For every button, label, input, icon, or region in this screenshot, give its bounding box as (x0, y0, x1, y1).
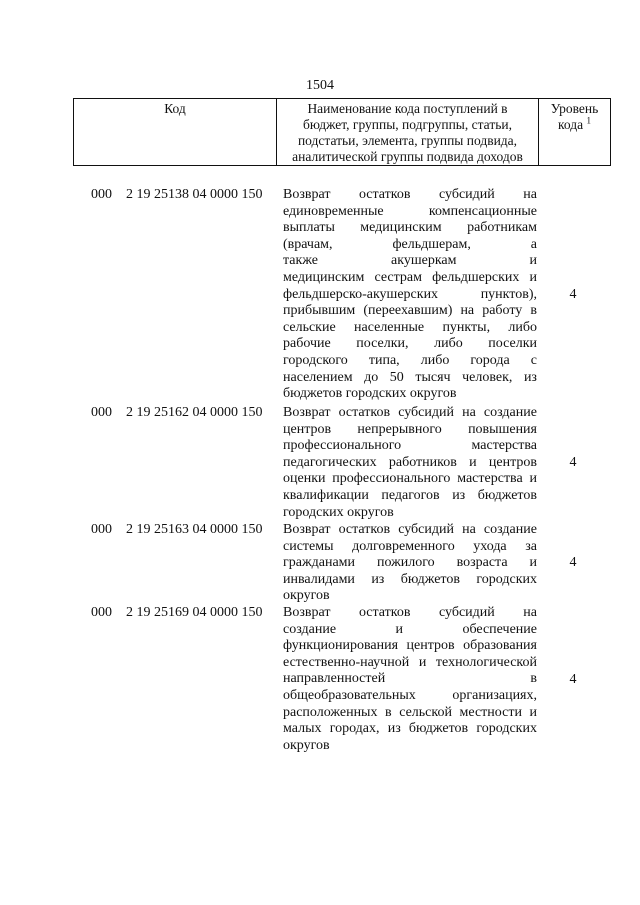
admin-code: 000 (91, 187, 112, 202)
desc-word: из (387, 721, 401, 737)
header-level-line2 (539, 117, 610, 133)
desc-word: медицинским (360, 220, 442, 236)
desc-line (283, 622, 537, 639)
desc-word: (переехавшим) (363, 303, 453, 319)
desc-line: округов (283, 737, 330, 753)
desc-word: на (523, 187, 537, 202)
desc-word: сельские (283, 319, 336, 335)
desc-word: на (462, 405, 476, 420)
desc-word: местности (459, 704, 522, 720)
desc-word: остатков (338, 522, 391, 537)
desc-word: инвалидами (283, 571, 355, 587)
desc-word: образования (463, 638, 537, 654)
table-header (73, 98, 611, 166)
desc-word: мастерства (471, 438, 537, 454)
desc-line (283, 438, 537, 455)
desc-line: городских округов (283, 504, 394, 520)
desc-word: а (530, 236, 537, 252)
desc-line (283, 253, 537, 270)
desc-word: Возврат (283, 405, 331, 420)
level-value: 4 (569, 287, 577, 302)
desc-word: работников (388, 454, 457, 470)
desc-word: за (525, 538, 537, 554)
desc-word: центров (488, 454, 537, 470)
desc-word: субсидий (438, 605, 495, 620)
desc-word: центров (406, 638, 455, 654)
desc-word: повышения (468, 421, 537, 437)
desc-word: технологической (435, 654, 537, 670)
desc-word: либо (434, 336, 463, 352)
desc-line (283, 336, 537, 353)
desc-line (283, 405, 537, 422)
desc-word: бюджетов (400, 571, 460, 587)
desc-word: (врачам, (283, 236, 333, 252)
desc-word: пунктов), (480, 286, 537, 302)
desc-word: работникам (467, 220, 537, 236)
row-description (283, 187, 537, 403)
desc-line (283, 220, 537, 237)
desc-word: либо (420, 352, 450, 368)
desc-word: компенсационные (428, 203, 537, 219)
desc-word: на (460, 303, 475, 319)
desc-word: населенные (354, 319, 425, 335)
desc-line (283, 688, 537, 705)
desc-word: пожилого (376, 555, 435, 571)
desc-line (283, 638, 537, 655)
revenue-code: 2 19 25163 04 0000 150 (126, 522, 263, 537)
desc-word: малых (283, 721, 322, 737)
desc-word: и (395, 621, 403, 637)
desc-word: поселки (488, 336, 537, 352)
desc-word: также (283, 253, 319, 269)
desc-word: либо (508, 319, 537, 335)
desc-line (283, 572, 537, 589)
desc-word: и (529, 269, 537, 285)
desc-word: из (371, 571, 385, 587)
desc-line (283, 721, 537, 738)
revenue-code: 2 19 25138 04 0000 150 (126, 187, 263, 202)
desc-word: городского (283, 352, 348, 368)
desc-word: организациях, (452, 687, 537, 703)
desc-word: педагогических (283, 454, 377, 470)
desc-line (283, 455, 537, 472)
desc-word: Возврат (283, 605, 331, 620)
admin-code: 000 (91, 605, 112, 620)
desc-word: сельской (399, 704, 452, 720)
desc-word: расположенных (283, 704, 378, 720)
desc-word: на (523, 605, 537, 620)
desc-word: оценки (283, 471, 326, 487)
desc-line (283, 471, 537, 488)
header-level-line1: Уровень (550, 101, 599, 116)
desc-word: создание (283, 621, 337, 637)
desc-line (283, 522, 537, 539)
revenue-code: 2 19 25169 04 0000 150 (126, 605, 263, 620)
desc-word: фельдшерско-акушерских (283, 286, 439, 302)
header-name-line: подстатьи, элемента, группы подвида, (297, 133, 518, 148)
desc-word: с (530, 352, 537, 368)
desc-word: и (529, 471, 537, 487)
desc-line (283, 370, 537, 387)
desc-line: бюджетов городских округов (283, 386, 457, 402)
desc-word: и (529, 253, 537, 269)
desc-line (283, 655, 537, 672)
desc-word: естественно-научной (283, 654, 410, 670)
desc-line (283, 539, 537, 556)
desc-word: прибывшим (283, 303, 356, 319)
desc-line (283, 555, 537, 572)
desc-word: пункты, (442, 319, 491, 335)
desc-line (283, 303, 537, 320)
desc-word: в (530, 303, 537, 319)
desc-word: профессионального (332, 471, 451, 487)
desc-word: системы (283, 538, 334, 554)
desc-word: возраста (456, 555, 508, 571)
desc-word: акушеркам (391, 253, 457, 269)
desc-word: остатков (358, 187, 411, 202)
desc-word: на (462, 522, 476, 537)
desc-word: человек, (462, 369, 513, 385)
desc-line (283, 204, 537, 221)
desc-word: квалификации (283, 487, 369, 503)
desc-word: долговременного (352, 538, 455, 554)
desc-word: и (418, 654, 427, 670)
header-name-line: аналитической группы подвида доходов (292, 149, 523, 164)
desc-line: округов (283, 588, 330, 604)
desc-word: городских (476, 721, 537, 737)
desc-word: педагогов (381, 487, 440, 503)
header-name (277, 99, 539, 165)
desc-word: остатков (338, 405, 391, 420)
desc-word: создание (483, 405, 537, 420)
desc-word: остатков (358, 605, 411, 620)
desc-word: функционирования (283, 638, 399, 654)
desc-line (283, 605, 537, 622)
desc-word: обеспечение (462, 621, 537, 637)
desc-word: и (529, 555, 537, 571)
desc-word: гражданами (283, 555, 356, 571)
desc-word: выплаты (283, 220, 335, 236)
header-level-word: кода (558, 117, 584, 132)
row-description (283, 405, 537, 521)
desc-word: города (470, 352, 510, 368)
level-value: 4 (569, 672, 577, 687)
desc-line (283, 187, 537, 204)
desc-word: 50 (389, 369, 404, 385)
level-value: 4 (569, 455, 577, 470)
desc-word: рабочие (283, 336, 331, 352)
desc-word: работу (482, 303, 523, 319)
desc-word: населением (283, 369, 353, 385)
desc-line (283, 705, 537, 722)
desc-line (283, 270, 537, 287)
desc-word: медицинским (283, 269, 365, 285)
desc-word: центров (283, 421, 332, 437)
desc-word: типа, (368, 352, 400, 368)
desc-word: субсидий (438, 187, 495, 202)
desc-line (283, 488, 537, 505)
desc-word: ухода (473, 538, 507, 554)
desc-line (283, 287, 537, 304)
desc-word: субсидий (398, 522, 454, 537)
header-code: Код (73, 99, 277, 165)
row-description (283, 605, 537, 754)
desc-line (283, 237, 537, 254)
desc-line (283, 353, 537, 370)
desc-word: из (452, 487, 466, 503)
desc-word: городских (476, 571, 537, 587)
desc-word: профессионального (283, 438, 402, 454)
desc-word: фельдшерских (432, 269, 520, 285)
level-value: 4 (569, 555, 577, 570)
desc-word: сестрам (374, 269, 422, 285)
header-level-footnote: 1 (586, 115, 591, 126)
desc-word: в (385, 704, 392, 720)
desc-word: и (529, 704, 537, 720)
revenue-code: 2 19 25162 04 0000 150 (126, 405, 263, 420)
header-name-line: Наименование кода поступлений в (307, 101, 508, 116)
desc-word: создание (483, 522, 537, 537)
desc-word: Возврат (283, 522, 331, 537)
desc-word: поселки, (356, 336, 409, 352)
header-name-line: бюджет, группы, подгруппы, статьи, (303, 117, 512, 132)
desc-line (283, 422, 537, 439)
header-level (539, 99, 611, 165)
admin-code: 000 (91, 522, 112, 537)
page-number: 1504 (306, 78, 334, 93)
desc-line (283, 320, 537, 337)
desc-word: субсидий (398, 405, 454, 420)
desc-word: бюджетов (477, 487, 537, 503)
desc-word: непрерывного (357, 421, 442, 437)
row-description (283, 522, 537, 605)
desc-word: тысяч (415, 369, 451, 385)
desc-word: мастерства (457, 471, 523, 487)
desc-word: городах, (329, 721, 380, 737)
desc-word: фельдшерам, (392, 236, 471, 252)
desc-word: в (530, 671, 537, 687)
desc-word: Возврат (283, 187, 331, 202)
desc-word: единовременные (283, 203, 384, 219)
desc-word: бюджетов (408, 721, 469, 737)
desc-word: из (523, 369, 537, 385)
desc-word: и (469, 454, 477, 470)
desc-word: до (364, 369, 379, 385)
desc-line (283, 671, 537, 688)
desc-word: общеобразовательных (283, 687, 416, 703)
desc-word: направленностей (283, 671, 386, 687)
admin-code: 000 (91, 405, 112, 420)
